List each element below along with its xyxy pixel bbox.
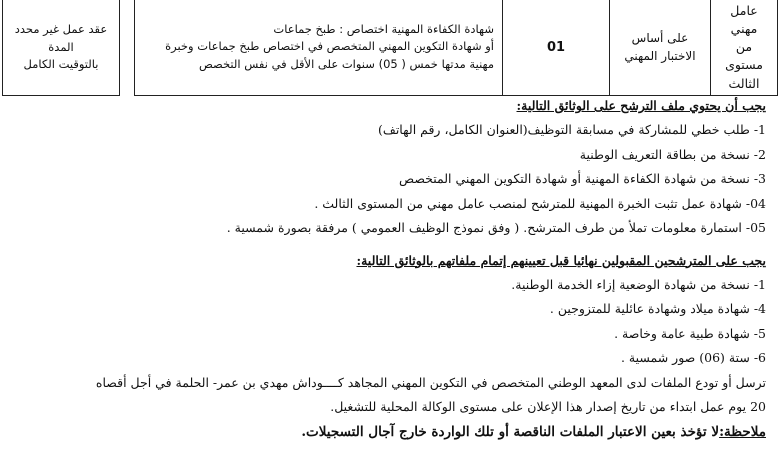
list-item: 6- ستة (06) صور شمسية .	[620, 350, 766, 365]
positions-table	[2, 0, 778, 91]
list-item: 2- نسخة من بطاقة التعريف الوطنية	[579, 146, 766, 162]
section-spacer	[16, 245, 766, 253]
list-item: 5- شهادة طبية عامة وخاصة .	[614, 325, 766, 341]
column-gap	[120, 0, 135, 95]
qualification-line: أو شهادة التكوين المهني المتخصص في اختصاص طبخ جماعات وخبرة	[165, 39, 494, 54]
list-item: 05- استمارة معلومات تملأ من طرف المترشح. ( وفق نموذج الوظيف العمومي ) مرفقة بصورة شمسية .	[226, 220, 766, 235]
list-item: 3- نسخة من شهادة الكفاءة المهنية أو شهادة التكوين المهني المتخصص	[399, 171, 766, 186]
note-label: ملاحظة:	[719, 423, 766, 440]
list-item: 1- طلب خطي للمشاركة في مسابقة التوظيف(العنوان الكامل، رقم الهاتف)	[378, 122, 766, 137]
list-item: 4- شهادة ميلاد وشهادة عائلية للمتزوجين .	[549, 301, 766, 316]
grade-line: من مستوى	[725, 39, 763, 73]
qualifications-cell	[135, 0, 503, 95]
recruitment-mode-cell	[610, 0, 711, 95]
qualification-line: شهادة الكفاءة المهنية اختصاص : طبخ جماعات	[273, 21, 494, 36]
submission-line: 20 يوم عمل ابتداء من تاريخ إصدار هذا الإعلان على مستوى الوكالة المحلية للتشغيل.	[330, 399, 766, 414]
list-item: 04- شهادة عمل تثبت الخبرة المهنية للمترشح لمنصب عامل مهني من المستوى الثالث .	[314, 195, 766, 211]
note-text: لا تؤخذ بعين الاعتبار الملفات الناقصة أو تلك الواردة خارج آجال التسجيلات.	[301, 423, 720, 440]
contract-line: بالتوقيت الكامل	[23, 56, 99, 71]
submission-line: ترسل أو تودع الملفات لدى المعهد الوطني المتخصص في التكوين المهني المجاهد كــــوداش مهدي بن عمر- الحلمة في أجل أقصاه	[95, 374, 766, 390]
notice-body	[16, 98, 766, 440]
contract-type-cell	[3, 0, 120, 95]
list-item: 1- نسخة من شهادة الوضعية إزاء الخدمة الوطنية.	[511, 276, 766, 292]
table-row	[3, 0, 778, 95]
qualification-line: مهنية مدتها خمس ( 05) سنوات على الأقل في نفس التخصص	[198, 57, 494, 72]
recruitment-mode-line: على أساس	[631, 31, 689, 46]
grade-line: الثالث	[728, 75, 760, 91]
documents-heading: يجب أن يحتوي ملف الترشح على الوثائق التالية:	[516, 98, 766, 113]
grade-line: عامل مهني	[730, 3, 758, 37]
recruitment-mode-line: الاختبار المهني	[624, 49, 696, 64]
contract-line: عقد عمل غير محدد المدة	[14, 22, 108, 54]
positions-count-cell	[503, 0, 610, 95]
final-documents-heading: يجب على المترشحين المقبولين نهائيا قبل تعيينهم إتمام ملفاتهم بالوثائق التالية:	[356, 252, 766, 268]
note-line	[16, 424, 766, 440]
grade-cell	[711, 0, 778, 95]
positions-count: 01	[546, 39, 566, 55]
